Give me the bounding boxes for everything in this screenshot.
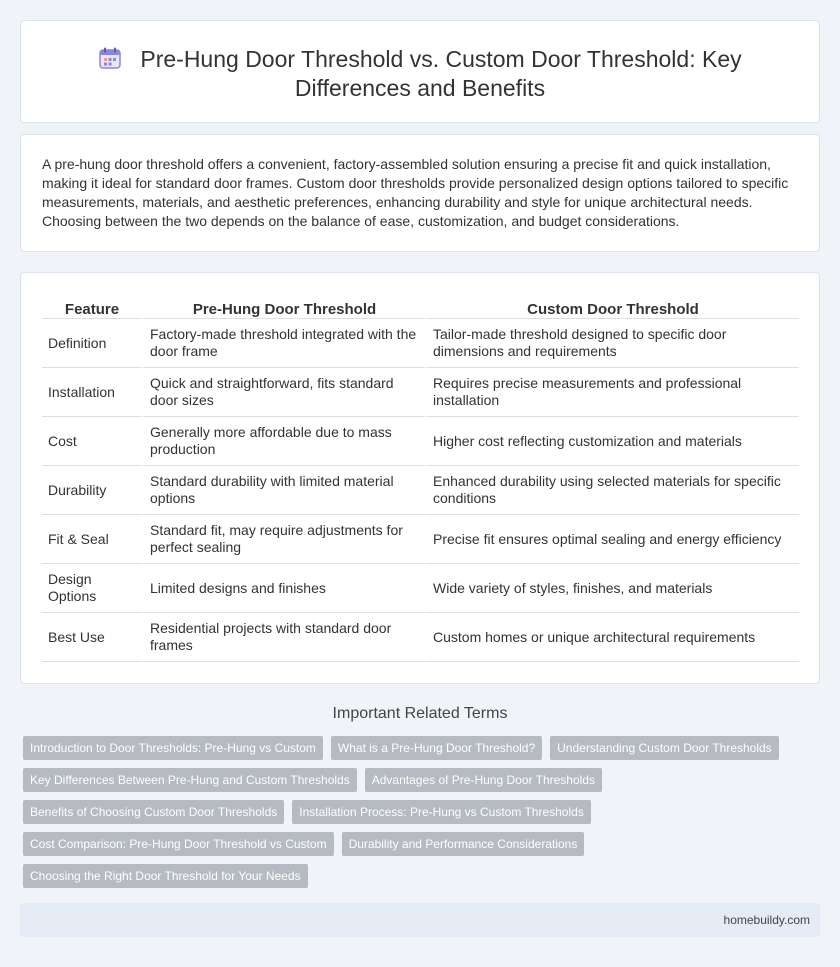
feature-cell: Definition <box>42 319 142 368</box>
pre-hung-cell: Generally more affordable due to mass production <box>142 417 425 466</box>
table-row <box>42 515 799 564</box>
feature-cell: Best Use <box>42 613 142 662</box>
custom-cell: Enhanced durability using selected materials for specific conditions <box>425 466 799 515</box>
related-term-tag[interactable]: Cost Comparison: Pre-Hung Door Threshold vs Custom <box>23 832 334 856</box>
table-header-row <box>42 297 799 319</box>
table-row <box>42 319 799 368</box>
related-term-tag[interactable]: Understanding Custom Door Thresholds <box>550 736 779 760</box>
pre-hung-cell: Residential projects with standard door frames <box>142 613 425 662</box>
pre-hung-cell: Limited designs and finishes <box>142 564 425 613</box>
table-row <box>42 613 799 662</box>
pre-hung-cell: Factory-made threshold integrated with the door frame <box>142 319 425 368</box>
pre-hung-cell: Standard fit, may require adjustments for perfect sealing <box>142 515 425 564</box>
related-term-tag[interactable]: What is a Pre-Hung Door Threshold? <box>331 736 542 760</box>
comparison-table <box>42 297 799 662</box>
feature-cell: Design Options <box>42 564 142 613</box>
custom-cell: Higher cost reflecting customization and materials <box>425 417 799 466</box>
page-title: Pre-Hung Door Threshold vs. Custom Door Threshold: Key Differences and Benefits <box>140 46 742 101</box>
related-term-tag[interactable]: Durability and Performance Considerations <box>342 832 585 856</box>
header-pre-hung: Pre-Hung Door Threshold <box>142 297 425 319</box>
related-term-tag[interactable]: Choosing the Right Door Threshold for Your Needs <box>23 864 308 888</box>
related-term-tag[interactable]: Installation Process: Pre-Hung vs Custom Thresholds <box>292 800 591 824</box>
related-term-tag[interactable]: Benefits of Choosing Custom Door Thresholds <box>23 800 284 824</box>
related-term-tag[interactable]: Key Differences Between Pre-Hung and Custom Thresholds <box>23 768 357 792</box>
custom-cell: Requires precise measurements and professional installation <box>425 368 799 417</box>
custom-cell: Custom homes or unique architectural requirements <box>425 613 799 662</box>
custom-cell: Tailor-made threshold designed to specific door dimensions and requirements <box>425 319 799 368</box>
footer-site-link[interactable]: homebuildy.com <box>723 913 810 927</box>
comparison-card <box>20 272 820 684</box>
table-row <box>42 466 799 515</box>
title-card <box>20 20 820 123</box>
header-custom: Custom Door Threshold <box>425 297 799 319</box>
calendar-icon <box>98 46 122 70</box>
feature-cell: Installation <box>42 368 142 417</box>
summary-text: A pre-hung door threshold offers a convenient, factory-assembled solution ensuring a precise fit and quick installation, making it ideal for standard door frames. Custom door thresholds provide personalized design options tailored to specific measurements, materials, and aesthetic preferences, enhancing durability and style for unique architectural needs. Choosing between the two depends on the balance of ease, customization, and budget considerations. <box>42 156 789 229</box>
feature-cell: Durability <box>42 466 142 515</box>
summary-card <box>20 134 820 252</box>
feature-cell: Cost <box>42 417 142 466</box>
pre-hung-cell: Standard durability with limited material options <box>142 466 425 515</box>
page-title-wrap <box>21 45 819 103</box>
header-feature: Feature <box>42 297 142 319</box>
related-terms-list <box>23 736 813 888</box>
table-row <box>42 368 799 417</box>
footer <box>20 903 820 937</box>
table-row <box>42 417 799 466</box>
feature-cell: Fit & Seal <box>42 515 142 564</box>
related-term-tag[interactable]: Introduction to Door Thresholds: Pre-Hung vs Custom <box>23 736 323 760</box>
pre-hung-cell: Quick and straightforward, fits standard door sizes <box>142 368 425 417</box>
related-terms-heading: Important Related Terms <box>332 705 508 722</box>
table-row <box>42 564 799 613</box>
related-term-tag[interactable]: Advantages of Pre-Hung Door Thresholds <box>365 768 602 792</box>
custom-cell: Wide variety of styles, finishes, and materials <box>425 564 799 613</box>
custom-cell: Precise fit ensures optimal sealing and energy efficiency <box>425 515 799 564</box>
